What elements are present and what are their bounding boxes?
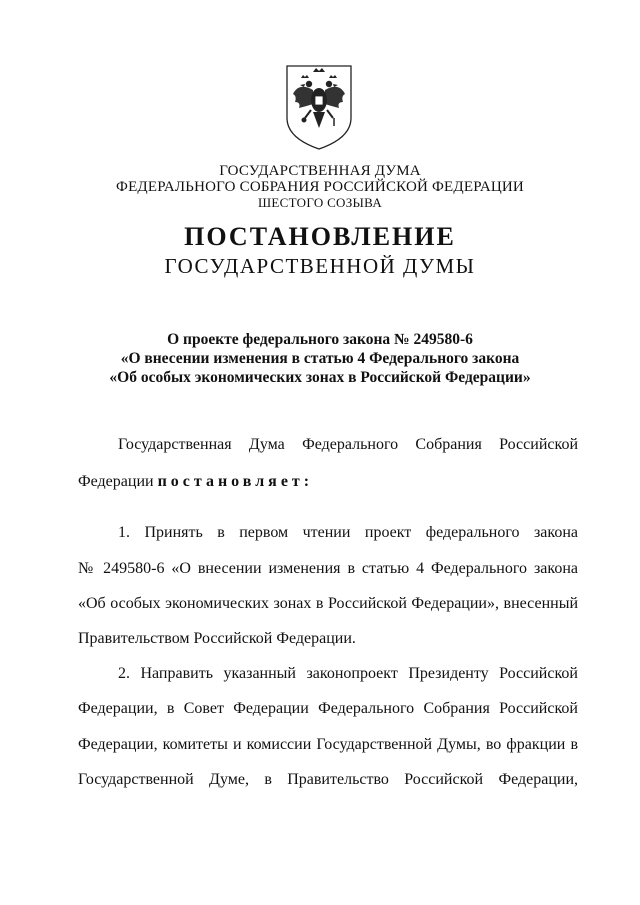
intro-line1: Государственная Дума Федерального Собрания Российской (118, 436, 578, 453)
subject-line1: О проекте федерального закона № 249580-6 (167, 331, 473, 348)
paragraph2-line1: 2. Направить указанный законопроект Президенту Российской (118, 665, 578, 682)
coat-of-arms-icon (283, 60, 355, 152)
convocation: ШЕСТОГО СОЗЫВА (257, 195, 383, 210)
org-name-line2: ФЕДЕРАЛЬНОГО СОБРАНИЯ РОССИЙСКОЙ ФЕДЕРАЦИИ (116, 179, 524, 195)
paragraph1-line4: Правительством Российской Федерации. (78, 630, 356, 647)
paragraph1-line1: 1. Принять в первом чтении проект федерального закона (118, 524, 578, 541)
paragraph1-line2: № 249580-6 «О внесении изменения в статью 4 Федерального закона (78, 560, 578, 577)
org-name-line1: ГОСУДАРСТВЕННАЯ ДУМА (219, 163, 421, 179)
paragraph2-line3: Федерации, комитеты и комиссии Государственной Думы, во фракции в (78, 736, 578, 753)
paragraph1-line3: «Об особых экономических зонах в Российской Федерации», внесенный (78, 595, 578, 612)
subject-line2: «О внесении изменения в статью 4 Федерального закона (120, 350, 520, 367)
document-type: ПОСТАНОВЛЕНИЕ (184, 222, 456, 251)
document-issuer: ГОСУДАРСТВЕННОЙ ДУМЫ (164, 254, 476, 278)
paragraph2-line2: Федерации, в Совет Федерации Федерального Собрания Российской (78, 700, 578, 717)
intro-line2 (78, 473, 578, 491)
decree-word: постановляет: (157, 473, 314, 490)
paragraph2-line4: Государственной Думе, в Правительство Российской Федерации, (78, 771, 578, 788)
subject-line3: «Об особых экономических зонах в Российской Федерации» (109, 369, 531, 386)
intro-line2-start: Федерации (78, 473, 158, 490)
